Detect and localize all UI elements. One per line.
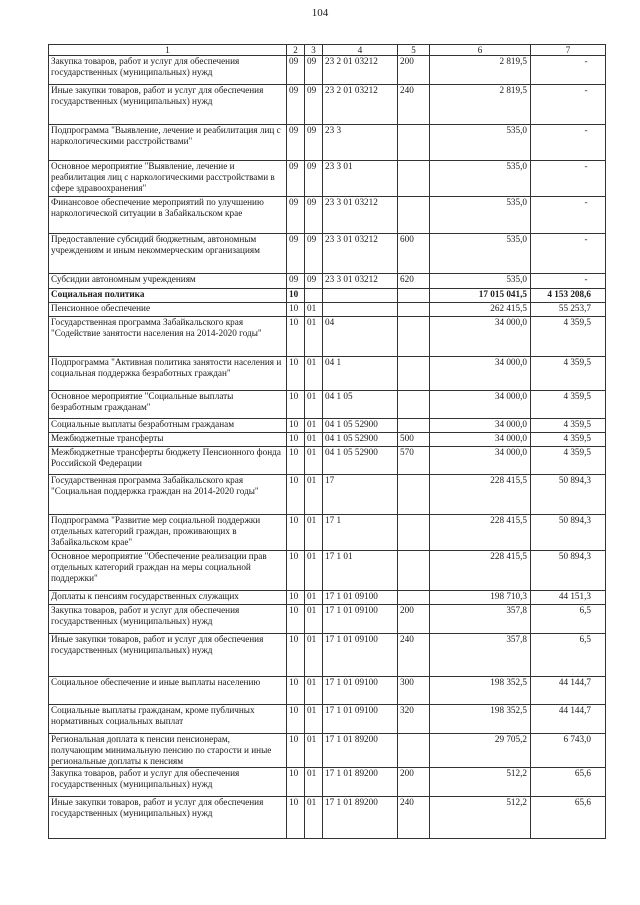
row-section: 10: [287, 357, 305, 391]
row-amount-2: 4 359,5: [531, 433, 606, 447]
row-section: 10: [287, 317, 305, 357]
row-subsection: 01: [305, 317, 323, 357]
row-subsection: 09: [305, 161, 323, 197]
row-expense-type: 240: [398, 85, 430, 125]
row-amount-2: 4 153 208,6: [531, 289, 606, 303]
row-section: 10: [287, 475, 305, 515]
row-target-article: 17 1 01 89200: [323, 797, 398, 839]
row-amount: 34 000,0: [430, 317, 531, 357]
row-name: Региональная доплата к пенсии пенсионерам, получающим минимальную пенсию по старости и иные региональные доплаты к пенсиям: [49, 734, 287, 768]
row-amount: 228 415,5: [430, 551, 531, 591]
row-expense-type: 200: [398, 56, 430, 85]
row-amount: 228 415,5: [430, 515, 531, 551]
row-amount: 512,2: [430, 797, 531, 839]
table-row: [49, 768, 606, 797]
row-amount: 17 015 041,5: [430, 289, 531, 303]
table-row: [49, 161, 606, 197]
row-amount: 198 352,5: [430, 705, 531, 734]
row-target-article: 04 1 05 52900: [323, 447, 398, 475]
row-name: Иные закупки товаров, работ и услуг для обеспечения государственных (муниципальных) нужд: [49, 634, 287, 677]
row-target-article: [323, 303, 398, 317]
row-expense-type: [398, 591, 430, 605]
table-row: [49, 303, 606, 317]
row-expense-type: 620: [398, 274, 430, 289]
row-target-article: 04 1 05: [323, 391, 398, 419]
row-expense-type: 300: [398, 677, 430, 705]
row-amount: 535,0: [430, 274, 531, 289]
row-target-article: 17 1 01: [323, 551, 398, 591]
row-target-article: 17 1 01 09100: [323, 705, 398, 734]
row-expense-type: 500: [398, 433, 430, 447]
row-subsection: 01: [305, 734, 323, 768]
row-target-article: 04: [323, 317, 398, 357]
row-target-article: 17 1: [323, 515, 398, 551]
row-amount: 34 000,0: [430, 391, 531, 419]
row-name: Социальные выплаты безработным гражданам: [49, 419, 287, 433]
row-amount: 228 415,5: [430, 475, 531, 515]
row-amount-2: 4 359,5: [531, 357, 606, 391]
row-section: 09: [287, 125, 305, 161]
row-target-article: 23 3 01 03212: [323, 274, 398, 289]
row-amount: 262 415,5: [430, 303, 531, 317]
table-row: [49, 391, 606, 419]
row-expense-type: [398, 419, 430, 433]
row-section: 09: [287, 161, 305, 197]
row-amount-2: 6,5: [531, 605, 606, 634]
table-row: [49, 433, 606, 447]
header-row: [49, 45, 606, 56]
row-subsection: 01: [305, 797, 323, 839]
row-section: 10: [287, 605, 305, 634]
row-expense-type: [398, 391, 430, 419]
row-target-article: 17 1 01 09100: [323, 634, 398, 677]
row-name: Подпрограмма "Выявление, лечение и реабилитация лиц с наркологическими расстройствами": [49, 125, 287, 161]
row-subsection: 01: [305, 433, 323, 447]
row-section: 10: [287, 634, 305, 677]
row-target-article: 17 1 01 09100: [323, 591, 398, 605]
row-name: Подпрограмма "Активная политика занятости населения и социальная поддержка безработных граждан": [49, 357, 287, 391]
row-target-article: 23 3 01 03212: [323, 234, 398, 274]
row-target-article: 17: [323, 475, 398, 515]
row-amount-2: 4 359,5: [531, 391, 606, 419]
row-amount-2: 44 144,7: [531, 677, 606, 705]
row-name: Межбюджетные трансферты: [49, 433, 287, 447]
row-section: 09: [287, 197, 305, 234]
row-name: Иные закупки товаров, работ и услуг для обеспечения государственных (муниципальных) нужд: [49, 85, 287, 125]
row-name: Закупка товаров, работ и услуг для обеспечения государственных (муниципальных) нужд: [49, 56, 287, 85]
row-name: Основное мероприятие "Социальные выплаты безработным гражданам": [49, 391, 287, 419]
row-expense-type: [398, 475, 430, 515]
row-amount: 535,0: [430, 125, 531, 161]
row-subsection: 09: [305, 274, 323, 289]
table-row: [49, 419, 606, 433]
row-amount-2: -: [531, 125, 606, 161]
row-amount-2: 4 359,5: [531, 447, 606, 475]
row-subsection: 01: [305, 605, 323, 634]
table-row: [49, 705, 606, 734]
table-row: [49, 274, 606, 289]
row-target-article: 04 1 05 52900: [323, 433, 398, 447]
row-name: Основное мероприятие "Выявление, лечение и реабилитация лиц с наркологическими расстройствами в сфере здравоохранения": [49, 161, 287, 197]
table-row: [49, 551, 606, 591]
row-target-article: 23 3 01: [323, 161, 398, 197]
row-amount: 535,0: [430, 234, 531, 274]
column-header: 6: [430, 45, 531, 56]
row-section: 10: [287, 447, 305, 475]
row-target-article: [323, 289, 398, 303]
row-amount: 535,0: [430, 197, 531, 234]
row-expense-type: [398, 197, 430, 234]
row-target-article: 23 2 01 03212: [323, 85, 398, 125]
row-subsection: 01: [305, 419, 323, 433]
table-row: [49, 475, 606, 515]
table-row: [49, 605, 606, 634]
row-amount: 34 000,0: [430, 357, 531, 391]
table-row: [49, 634, 606, 677]
row-amount: 2 819,5: [430, 85, 531, 125]
row-subsection: 09: [305, 197, 323, 234]
row-expense-type: [398, 551, 430, 591]
row-expense-type: 200: [398, 605, 430, 634]
row-amount-2: 6,5: [531, 634, 606, 677]
column-header: 1: [49, 45, 287, 56]
row-section: 10: [287, 705, 305, 734]
row-name: Иные закупки товаров, работ и услуг для обеспечения государственных (муниципальных) нужд: [49, 797, 287, 839]
row-subsection: 09: [305, 85, 323, 125]
row-subsection: 01: [305, 447, 323, 475]
row-subsection: 01: [305, 475, 323, 515]
table-row: [49, 56, 606, 85]
row-amount-2: 65,6: [531, 797, 606, 839]
row-subsection: 01: [305, 515, 323, 551]
row-subsection: 01: [305, 357, 323, 391]
row-amount-2: 55 253,7: [531, 303, 606, 317]
row-target-article: 04 1: [323, 357, 398, 391]
row-amount: 29 705,2: [430, 734, 531, 768]
row-target-article: 23 2 01 03212: [323, 56, 398, 85]
row-subsection: 01: [305, 705, 323, 734]
row-subsection: 01: [305, 591, 323, 605]
row-subsection: 01: [305, 303, 323, 317]
row-expense-type: [398, 161, 430, 197]
row-amount-2: -: [531, 161, 606, 197]
table-row: [49, 289, 606, 303]
row-amount-2: -: [531, 197, 606, 234]
column-header: 5: [398, 45, 430, 56]
row-amount-2: 50 894,3: [531, 551, 606, 591]
row-expense-type: [398, 125, 430, 161]
row-amount: 34 000,0: [430, 419, 531, 433]
row-amount-2: 65,6: [531, 768, 606, 797]
table-row: [49, 125, 606, 161]
row-amount-2: -: [531, 85, 606, 125]
row-target-article: 17 1 01 89200: [323, 734, 398, 768]
row-section: 10: [287, 419, 305, 433]
row-amount: 357,8: [430, 605, 531, 634]
row-name: Доплаты к пенсиям государственных служащих: [49, 591, 287, 605]
row-section: 10: [287, 515, 305, 551]
row-name: Социальная политика: [49, 289, 287, 303]
table-row: [49, 797, 606, 839]
row-section: 09: [287, 234, 305, 274]
row-expense-type: [398, 734, 430, 768]
row-amount: 34 000,0: [430, 433, 531, 447]
row-subsection: 01: [305, 391, 323, 419]
row-amount-2: 44 151,3: [531, 591, 606, 605]
row-name: Основное мероприятие "Обеспечение реализации прав отдельных категорий граждан на меры социальной поддержки": [49, 551, 287, 591]
row-name: Межбюджетные трансферты бюджету Пенсионного фонда Российской Федерации: [49, 447, 287, 475]
row-amount-2: -: [531, 56, 606, 85]
row-section: 10: [287, 734, 305, 768]
row-section: 10: [287, 433, 305, 447]
row-amount-2: 4 359,5: [531, 419, 606, 433]
table-row: [49, 197, 606, 234]
row-expense-type: 570: [398, 447, 430, 475]
row-target-article: 23 3 01 03212: [323, 197, 398, 234]
row-section: 10: [287, 551, 305, 591]
row-section: 10: [287, 289, 305, 303]
row-amount-2: 44 144,7: [531, 705, 606, 734]
row-subsection: 09: [305, 56, 323, 85]
table-row: [49, 734, 606, 768]
row-amount-2: -: [531, 274, 606, 289]
row-section: 10: [287, 677, 305, 705]
row-name: Предоставление субсидий бюджетным, автономным учреждениям и иным некоммерческим организациям: [49, 234, 287, 274]
table-row: [49, 357, 606, 391]
table-row: [49, 85, 606, 125]
row-name: Закупка товаров, работ и услуг для обеспечения государственных (муниципальных) нужд: [49, 605, 287, 634]
row-name: Субсидии автономным учреждениям: [49, 274, 287, 289]
row-section: 09: [287, 56, 305, 85]
row-section: 09: [287, 85, 305, 125]
row-name: Социальные выплаты гражданам, кроме публичных нормативных социальных выплат: [49, 705, 287, 734]
row-name: Государственная программа Забайкальского края "Социальная поддержка граждан на 2014-2020 годы": [49, 475, 287, 515]
table-row: [49, 515, 606, 551]
row-section: 10: [287, 797, 305, 839]
row-subsection: 01: [305, 634, 323, 677]
row-name: Финансовое обеспечение мероприятий по улучшению наркологической ситуации в Забайкальском крае: [49, 197, 287, 234]
row-expense-type: [398, 317, 430, 357]
row-section: 10: [287, 591, 305, 605]
column-header: 2: [287, 45, 305, 56]
row-subsection: 09: [305, 125, 323, 161]
row-section: 10: [287, 768, 305, 797]
row-name: Подпрограмма "Развитие мер социальной поддержки отдельных категорий граждан, проживающих в Забайкальском крае": [49, 515, 287, 551]
row-amount: 34 000,0: [430, 447, 531, 475]
budget-table: [48, 44, 606, 839]
row-amount: 2 819,5: [430, 56, 531, 85]
row-amount: 198 352,5: [430, 677, 531, 705]
page-number: 104: [311, 7, 329, 19]
row-expense-type: 240: [398, 797, 430, 839]
row-target-article: 17 1 01 09100: [323, 677, 398, 705]
row-amount-2: 6 743,0: [531, 734, 606, 768]
row-name: Пенсионное обеспечение: [49, 303, 287, 317]
row-subsection: 09: [305, 234, 323, 274]
row-section: 10: [287, 391, 305, 419]
row-name: Социальное обеспечение и иные выплаты населению: [49, 677, 287, 705]
table-row: [49, 447, 606, 475]
row-target-article: 17 1 01 89200: [323, 768, 398, 797]
row-subsection: 01: [305, 768, 323, 797]
row-amount-2: 4 359,5: [531, 317, 606, 357]
row-amount-2: 50 894,3: [531, 515, 606, 551]
row-name: Государственная программа Забайкальского края "Содействие занятости населения на 2014-2020 годы": [49, 317, 287, 357]
table-row: [49, 234, 606, 274]
row-expense-type: 320: [398, 705, 430, 734]
row-expense-type: 600: [398, 234, 430, 274]
row-expense-type: [398, 303, 430, 317]
row-amount: 198 710,3: [430, 591, 531, 605]
row-expense-type: [398, 515, 430, 551]
row-subsection: 01: [305, 677, 323, 705]
table-row: [49, 591, 606, 605]
row-amount: 535,0: [430, 161, 531, 197]
row-section: 10: [287, 303, 305, 317]
row-amount-2: 50 894,3: [531, 475, 606, 515]
row-amount: 357,8: [430, 634, 531, 677]
column-header: 7: [531, 45, 606, 56]
column-header: 3: [305, 45, 323, 56]
table-row: [49, 317, 606, 357]
row-amount-2: -: [531, 234, 606, 274]
row-expense-type: [398, 357, 430, 391]
row-amount: 512,2: [430, 768, 531, 797]
row-name: Закупка товаров, работ и услуг для обеспечения государственных (муниципальных) нужд: [49, 768, 287, 797]
row-expense-type: [398, 289, 430, 303]
row-expense-type: 200: [398, 768, 430, 797]
row-target-article: 17 1 01 09100: [323, 605, 398, 634]
row-expense-type: 240: [398, 634, 430, 677]
row-subsection: 01: [305, 551, 323, 591]
row-section: 09: [287, 274, 305, 289]
row-target-article: 04 1 05 52900: [323, 419, 398, 433]
row-subsection: [305, 289, 323, 303]
column-header: 4: [323, 45, 398, 56]
table-row: [49, 677, 606, 705]
row-target-article: 23 3: [323, 125, 398, 161]
